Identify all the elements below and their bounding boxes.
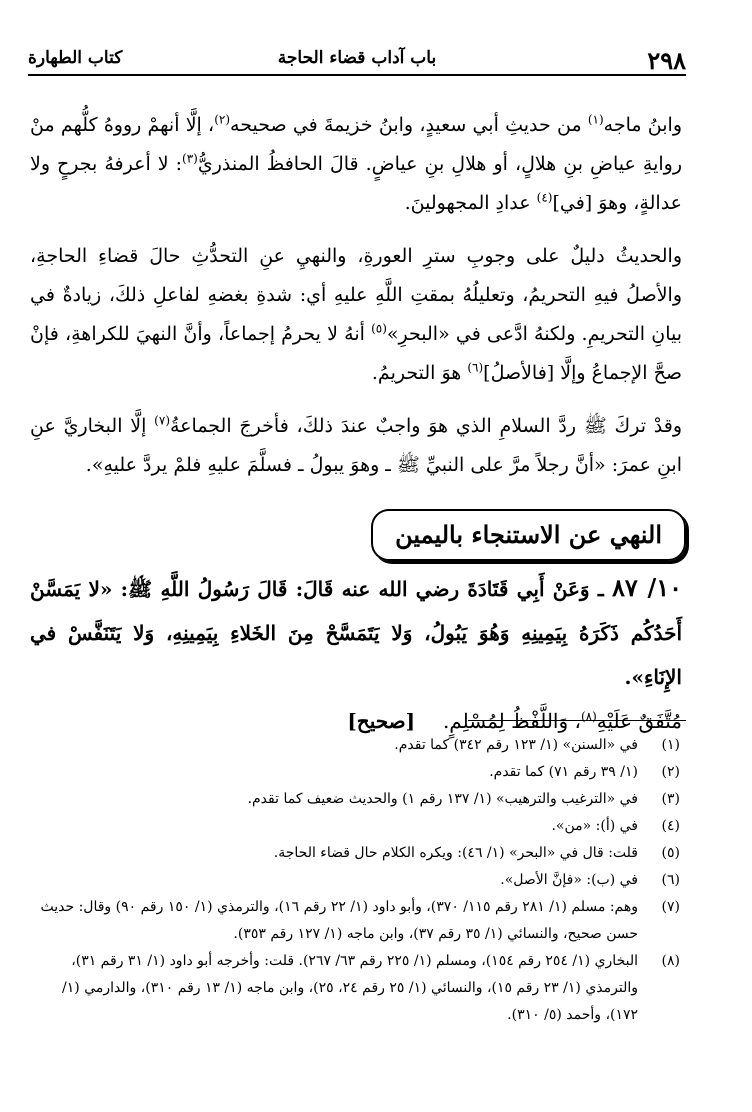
hadith-body: ـ وَعَنْ أَبِي قَتَادَةَ رضي الله عنه قَالَ: قَالَ رَسُولُ اللَّهِ ﷺ: «لا يَمَسَّنْ أَحَدُكُم ذَكَرَهُ بِيَمِينِهِ وَهُوَ يَبُولُ، وَلا يَتَمَسَّحْ مِنَ الخَلاءِ بِيَمِينِهِ، وَلا يَتَنَفَّسْ في الإِنَاءِ». [30,577,682,689]
footnote: (٢) (١/ ٣٩ رقم ٧١) كما تقدم. [489,764,680,780]
hadith-number: ١٠/ ٨٧ [612,573,682,602]
chapter-title: باب آداب قضاء الحاجة [277,48,437,68]
book-title: كتاب الطهارة [28,48,123,68]
footnote-ref: (١) [587,112,604,127]
footnote-ref: (٥) [371,321,387,336]
footnote: (١) في «السنن» (١/ ١٢٣ رقم ٣٤٢) كما تقدم. [394,737,680,753]
hadith-grade: [صحيح] [347,709,416,733]
footnote: (٣) في «الترغيب والترهيب» (١/ ١٣٧ رقم ١) والحديث ضعيف كما تقدم. [247,791,680,807]
hadith-source: مُتَّفَقٌ عَلَيْهِ$^{(٨)}$، وَاللَّفْظُ لِمُسْلِمٍ. [442,709,682,733]
footnote-ref: (٦) [467,360,484,375]
paragraph-3: وقدْ تركَ ﷺ ردَّ السلامِ الذي هوَ واجبٌ عندَ ذلكَ، فأخرجَ الجماعةُ$^{(٧)}$ إلَّا البخاريَّ عنِ ابنِ عمرَ: «أنَّ رجلاً مرَّ على النبيِّ ﷺ ـ وهوَ يبولُ ـ فسلَّمَ عليهِ فلمْ يردَّ عليهِ». [30,413,683,476]
footnote-ref: (٣) [182,151,198,166]
section-heading-box: النهي عن الاستنجاء باليمين [371,509,686,561]
running-header [28,40,686,76]
footnote-ref: (٨) [580,709,597,724]
footnotes [40,732,680,1029]
footnote-ref: (٧) [154,413,170,428]
footnote: (٤) في (أ): «من». [551,818,680,834]
hadith-text [30,566,682,743]
footnote-ref: (٤) [536,190,553,205]
footnote: (٧) وهم: مسلم (١/ ٢٨١ رقم ١١٥/ ٣٧٠)، وأبو داود (١/ ٢٢ رقم ١٦)، والترمذي (١/ ١٥٠ رقم ٩٠) وقال: حديث حسن صحيح، والنسائي (١/ ٣٥ رقم ٣٧)، وابن ماجه (١/ ١٢٧ رقم ٣٥٣). [40,899,680,942]
paragraph-1: وابنُ ماجه$^{(١)}$ من حديثِ أبي سعيدٍ، وابنُ خزيمةَ في صحيحه$^{(٢)}$، إلَّا أنهمْ رووهُ كلُّهم منْ روايةِ عياضِ بنِ هلالٍ، أو هلالِ بنِ عياضٍ. قالَ الحافظُ المنذريُّ$^{(٣)}$: لا أعرفهُ بجرحٍ ولا عدالةٍ، وهوَ [في]$^{(٤)}$ عدادِ المجهولينَ. [30,112,682,214]
footnote: (٨) البخاري (١/ ٢٥٤ رقم ١٥٤)، ومسلم (١/ ٢٢٥ رقم ٦٣/ ٢٦٧). قلت: وأخرجه أبو داود (١/ ٣١ رقم ٣١)، والترمذي (١/ ٢٣ رقم ١٥)، والنسائي (١/ ٢٥ رقم ٢٤، ٢٥)، وابن ماجه (١/ ١٣ رقم ٣١٠)، والدارمي (١/ ١٧٢)، وأحمد (٥/ ٣١٠). [62,953,680,1023]
main-text [30,106,682,499]
footnote-ref: (٢) [214,112,231,127]
section-heading [371,509,686,561]
footnote: (٥) قلت: قال في «البحر» (١/ ٤٦): ويكره الكلام حال قضاء الحاجة. [273,845,680,861]
footnote: (٦) في (ب): «فإنَّ الأصل». [500,872,680,888]
paragraph-2: والحديثُ دليلٌ على وجوبِ سترِ العورةِ، والنهيِ عنِ التحدُّثِ حالَ قضاءِ الحاجةِ، والأصلُ فيهِ التحريمُ، وتعليلُهُ بمقتِ اللَّهِ عليهِ أي: شدةِ بغضهِ لفاعلِ ذلكَ، زيادةٌ في بيانِ التحريمِ. ولكنهُ ادَّعى في «البحرِ»$^{(٥)}$ أنهُ لا يحرمُ إجماعاً، وأنَّ النهيَ للكراهةِ، فإنْ صحَّ الإجماعُ وإلَّا [فالأصلُ]$^{(٦)}$ هوَ التحريمُ. [30,245,683,384]
footnote-divider [468,720,686,721]
page-number: ٢٩٨ [647,46,686,75]
